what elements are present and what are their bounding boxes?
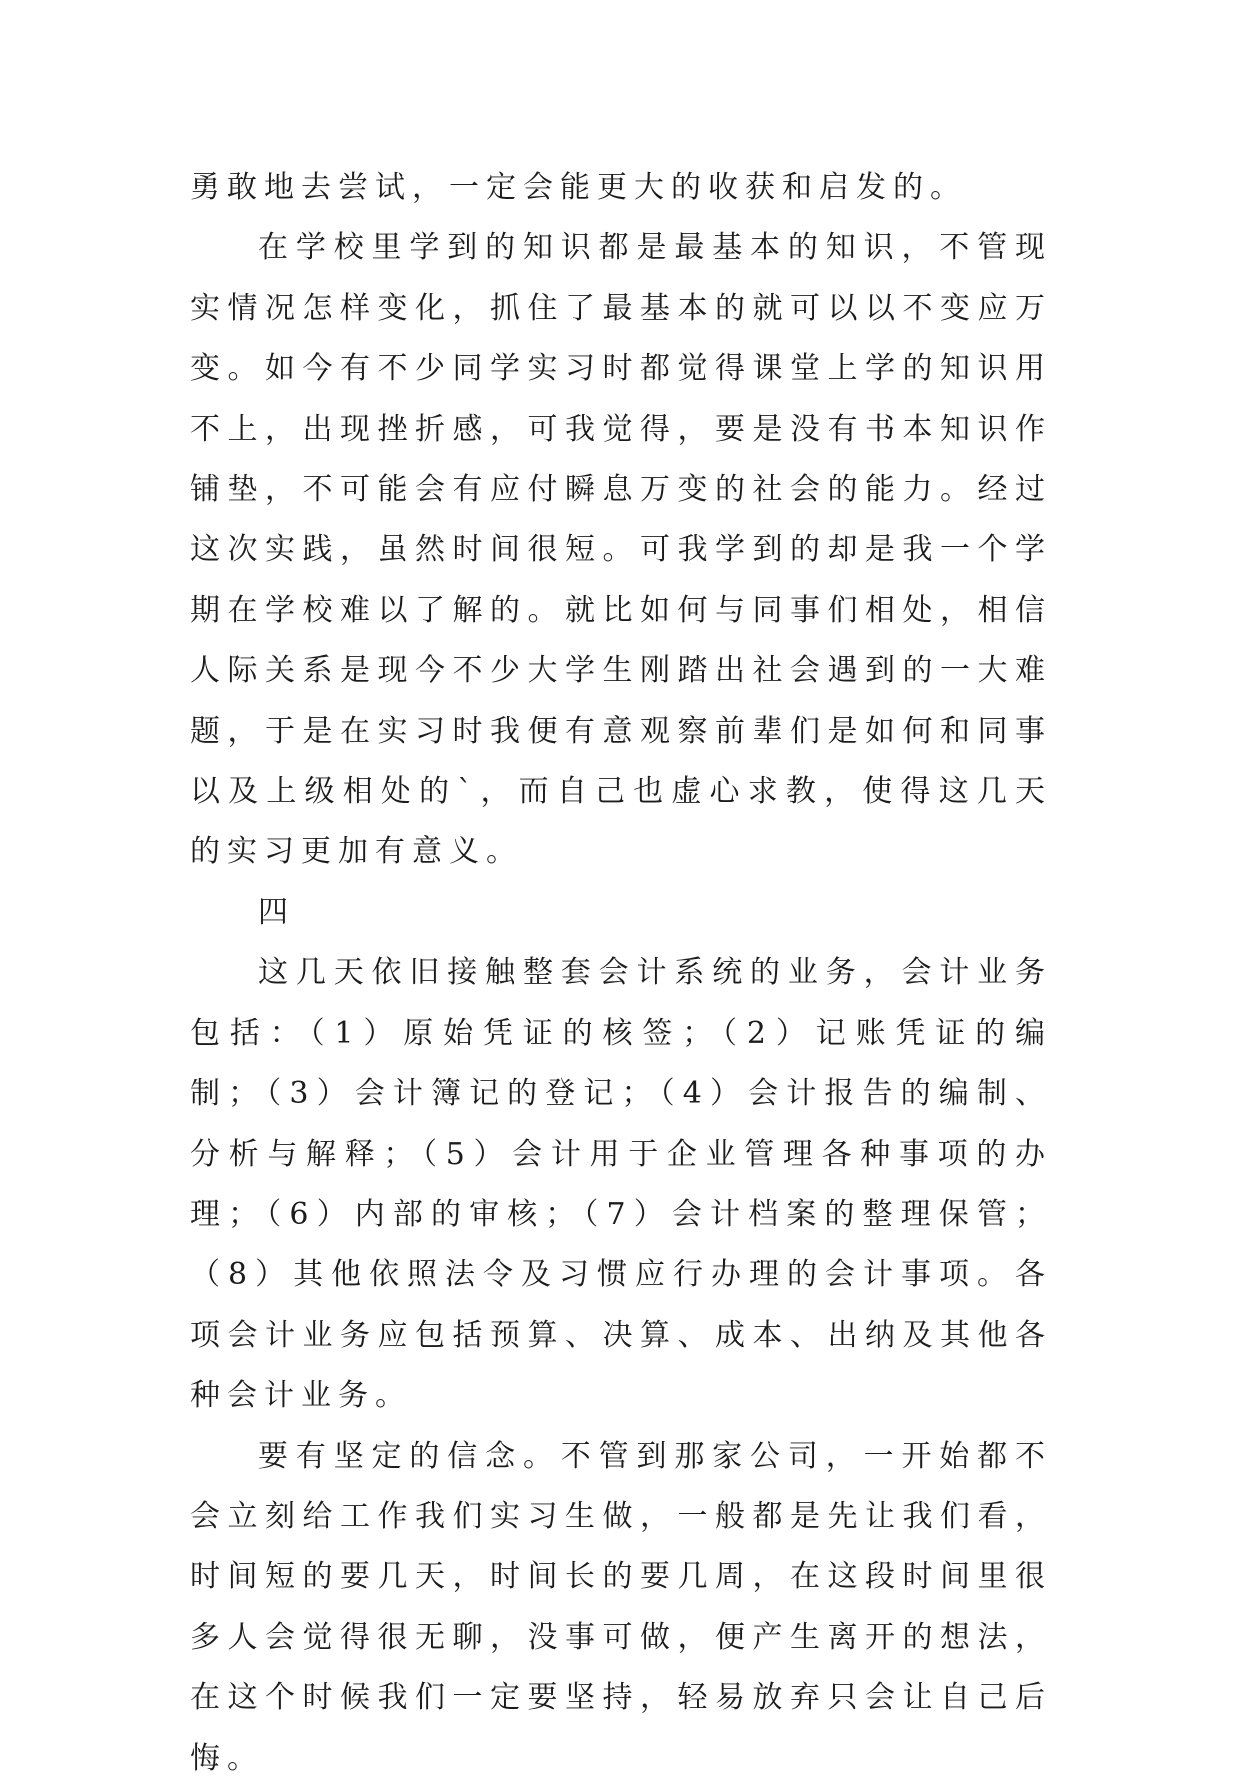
paragraph-continuation: 勇敢地去尝试，一定会能更大的收获和启发的。	[190, 170, 967, 205]
document-body	[190, 158, 1052, 1789]
paragraph-accounting-business: 这几天依旧接触整套会计系统的业务，会计业务包括：（1）原始凭证的核签；（2）记账凭证的编制；（3）会计簿记的登记；（4）会计报告的编制、分析与解释；（5）会计用于企业管理各种事项的办理；（6）内部的审核；（7）会计档案的整理保管；（8）其他依照法令及习惯应行办理的会计事项。各项会计业务应包括预算、决算、成本、出纳及其他各种会计业务。	[190, 955, 1052, 1414]
section-heading: 四	[258, 894, 295, 930]
paragraph-firm-belief: 要有坚定的信念。不管到那家公司，一开始都不会立刻给工作我们实习生做，一般都是先让我们看，时间短的要几天，时间长的要几周，在这段时间里很多人会觉得很无聊，没事可做，便产生离开的想法，在这个时候我们一定要坚持，轻易放弃只会让自己后悔。	[190, 1438, 1052, 1776]
paragraph-knowledge: 在学校里学到的知识都是最基本的知识，不管现实情况怎样变化，抓住了最基本的就可以以不变应万变。如今有不少同学实习时都觉得课堂上学的知识用不上，出现挫折感，可我觉得，要是没有书本知识作铺垫，不可能会有应付瞬息万变的社会的能力。经过这次实践，虽然时间很短。可我学到的却是我一个学期在学校难以了解的。就比如何与同事们相处，相信人际关系是现今不少大学生刚踏出社会遇到的一大难题，于是在实习时我便有意观察前辈们是如何和同事以及上级相处的`，而自己也虚心求教，使得这几天的实习更加有意义。	[190, 230, 1052, 870]
